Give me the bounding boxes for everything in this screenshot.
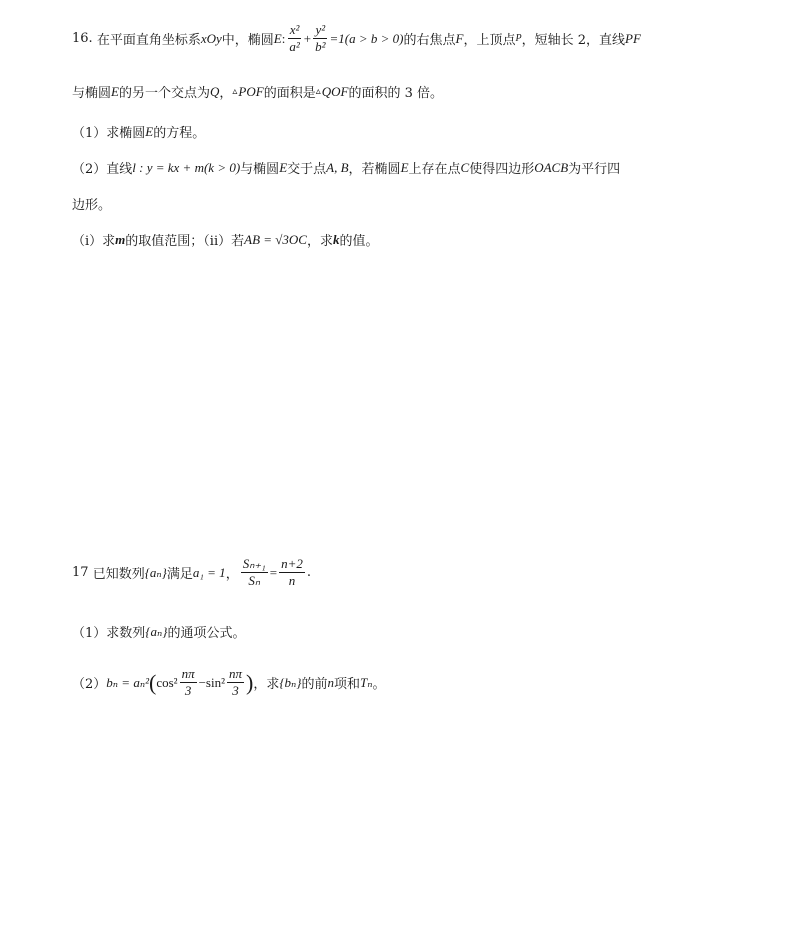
q17-part2-seq: {bₙ} <box>279 674 302 690</box>
q16-line2-q: Q <box>209 83 220 99</box>
q17-part2-n: n <box>327 674 335 690</box>
q16-part2-g: 使得四边形 <box>469 162 535 177</box>
q16-part-2-cont <box>72 194 111 213</box>
q16-line2-e2: 的面积的 3 倍。 <box>348 86 444 101</box>
q16-line-1: 16. 在平面直角坐标系 xOy 中，椭圆 E : $\frac{\text{x²}}{\text{a²}}$ + $\frac{\text{y²}}{\text{b²}}$ =1(a > b > 0) 的右焦点 F ，上顶点 P ，短轴长 2，直线 PF <box>72 22 641 54</box>
q16-part2-a: （2）直线 <box>72 162 133 177</box>
q17-part1-b: 的通项公式。 <box>167 626 246 641</box>
right-paren: ) <box>246 669 254 695</box>
q17-part-2 <box>72 666 386 699</box>
q17-part2-bn: bₙ = aₙ² <box>106 674 149 690</box>
q17-part2-c: 的前 <box>301 677 328 692</box>
q17-part-1 <box>72 622 245 641</box>
q17-part2-a: （2） <box>72 677 107 692</box>
q16-part2-oacb: OACB <box>534 159 569 175</box>
q16-part2-c: 交于点 <box>287 162 327 177</box>
q16-part2-ab: A, B <box>326 159 349 175</box>
q17-part1-seq: {aₙ} <box>145 623 168 639</box>
q17-intro: 已知数列 <box>92 567 145 582</box>
q17-comma: ， <box>225 567 239 582</box>
q17-frac-npi-1: $\frac{n\pi}{3}$ <box>181 666 195 698</box>
q16-ellipse-name: E <box>273 30 282 46</box>
q16-coord: xOy <box>200 30 222 46</box>
q17-part2-cos: cos² <box>156 674 178 690</box>
q16-part2-l: l : y = kx + m(k > 0) <box>132 159 241 175</box>
q16-sub-k: k <box>333 231 340 247</box>
q17-frac-n: $\frac{n+2}{n}$ <box>281 556 303 588</box>
left-paren: ( <box>149 669 157 695</box>
q17-frac-s: $\frac{\text{Sₙ₊₁}}{\text{Sₙ}}$ <box>242 556 266 588</box>
q16-part2-e: E <box>279 159 288 175</box>
q17-part1-a: （1）求数列 <box>72 626 146 641</box>
q17-part2-tn: Tₙ <box>360 674 373 690</box>
q16-part2-e2: E <box>400 159 409 175</box>
q16-frac-x: $\frac{\text{x²}}{\text{a²}}$ <box>289 22 300 54</box>
q16-part2-h: 为平行四 <box>568 162 621 177</box>
q16-number: 16. <box>72 31 93 46</box>
q17-satisfy: 满足 <box>166 567 193 582</box>
q17-line-1 <box>72 556 311 589</box>
q16-line-2 <box>72 82 443 101</box>
q17-part2-d: 项和 <box>334 677 361 692</box>
q17-a1: a₁ = 1 <box>192 564 226 580</box>
q17-period: . <box>306 565 312 580</box>
q16-sub-questions <box>72 230 379 249</box>
q16-sub-end: 的值。 <box>339 234 379 249</box>
q16-short-axis: ，短轴长 2，直线 <box>521 33 626 48</box>
q16-sub-m: m <box>115 231 126 247</box>
q16-sub-tail: ，求 <box>306 234 333 249</box>
triangle-icon: ▵ <box>315 86 321 97</box>
q16-pf: PF <box>625 30 641 46</box>
q17-part2-minus: −sin² <box>198 674 225 690</box>
q16-part2-cpt: C <box>460 159 470 175</box>
q16-sub-eq: AB = √3OC <box>244 231 307 247</box>
q17-seq: {aₙ} <box>144 564 167 580</box>
q16-part2-b: 与椭圆 <box>240 162 280 177</box>
q16-after-eq: 的右焦点 <box>403 33 456 48</box>
q17-part2-end: 。 <box>372 677 386 692</box>
q16-line2-b: 的另一个交点为 <box>118 86 210 101</box>
q16-line2-e: E <box>111 83 119 99</box>
q16-p: P <box>515 33 522 44</box>
q16-intro: 在平面直角坐标系 <box>96 33 201 48</box>
q16-part-2 <box>72 158 620 177</box>
q16-mid: 中，椭圆 <box>221 33 274 48</box>
q16-focus: F <box>455 30 464 46</box>
triangle-icon: ▵ <box>232 86 238 97</box>
q16-line2-d: 的面积是 <box>263 86 316 101</box>
q16-eq-tail: =1(a > b > 0) <box>329 30 404 46</box>
q16-part1-label: （1）求椭圆 <box>72 126 146 141</box>
q16-plus: + <box>303 30 312 46</box>
q16-line2-a: 与椭圆 <box>72 86 112 101</box>
q16-part1-e: E <box>145 123 154 139</box>
q16-line2-c: ， <box>219 86 233 101</box>
q16-sub-ii: 的取值范围；（ii）若 <box>125 234 245 249</box>
q17-number: 17 <box>72 565 89 580</box>
q16-tri-qof: QOF <box>321 83 349 99</box>
q16-part2-f: 上存在点 <box>408 162 461 177</box>
q16-part1-tail: 的方程。 <box>153 126 206 141</box>
q16-top-vertex: ，上顶点 <box>463 33 516 48</box>
q16-part2-d: ，若椭圆 <box>348 162 401 177</box>
q17-part2-b: ，求 <box>253 677 280 692</box>
q16-part2-cont: 边形。 <box>72 198 112 213</box>
q17-eq: = <box>269 564 278 580</box>
q16-frac-y: $\frac{\text{y²}}{\text{b²}}$ <box>315 22 326 54</box>
q16-part-1 <box>72 122 205 141</box>
q17-frac-npi-2: $\frac{n\pi}{3}$ <box>228 666 242 698</box>
q16-sub-i: （i）求 <box>72 234 116 249</box>
q16-tri-pof: POF <box>238 83 264 99</box>
